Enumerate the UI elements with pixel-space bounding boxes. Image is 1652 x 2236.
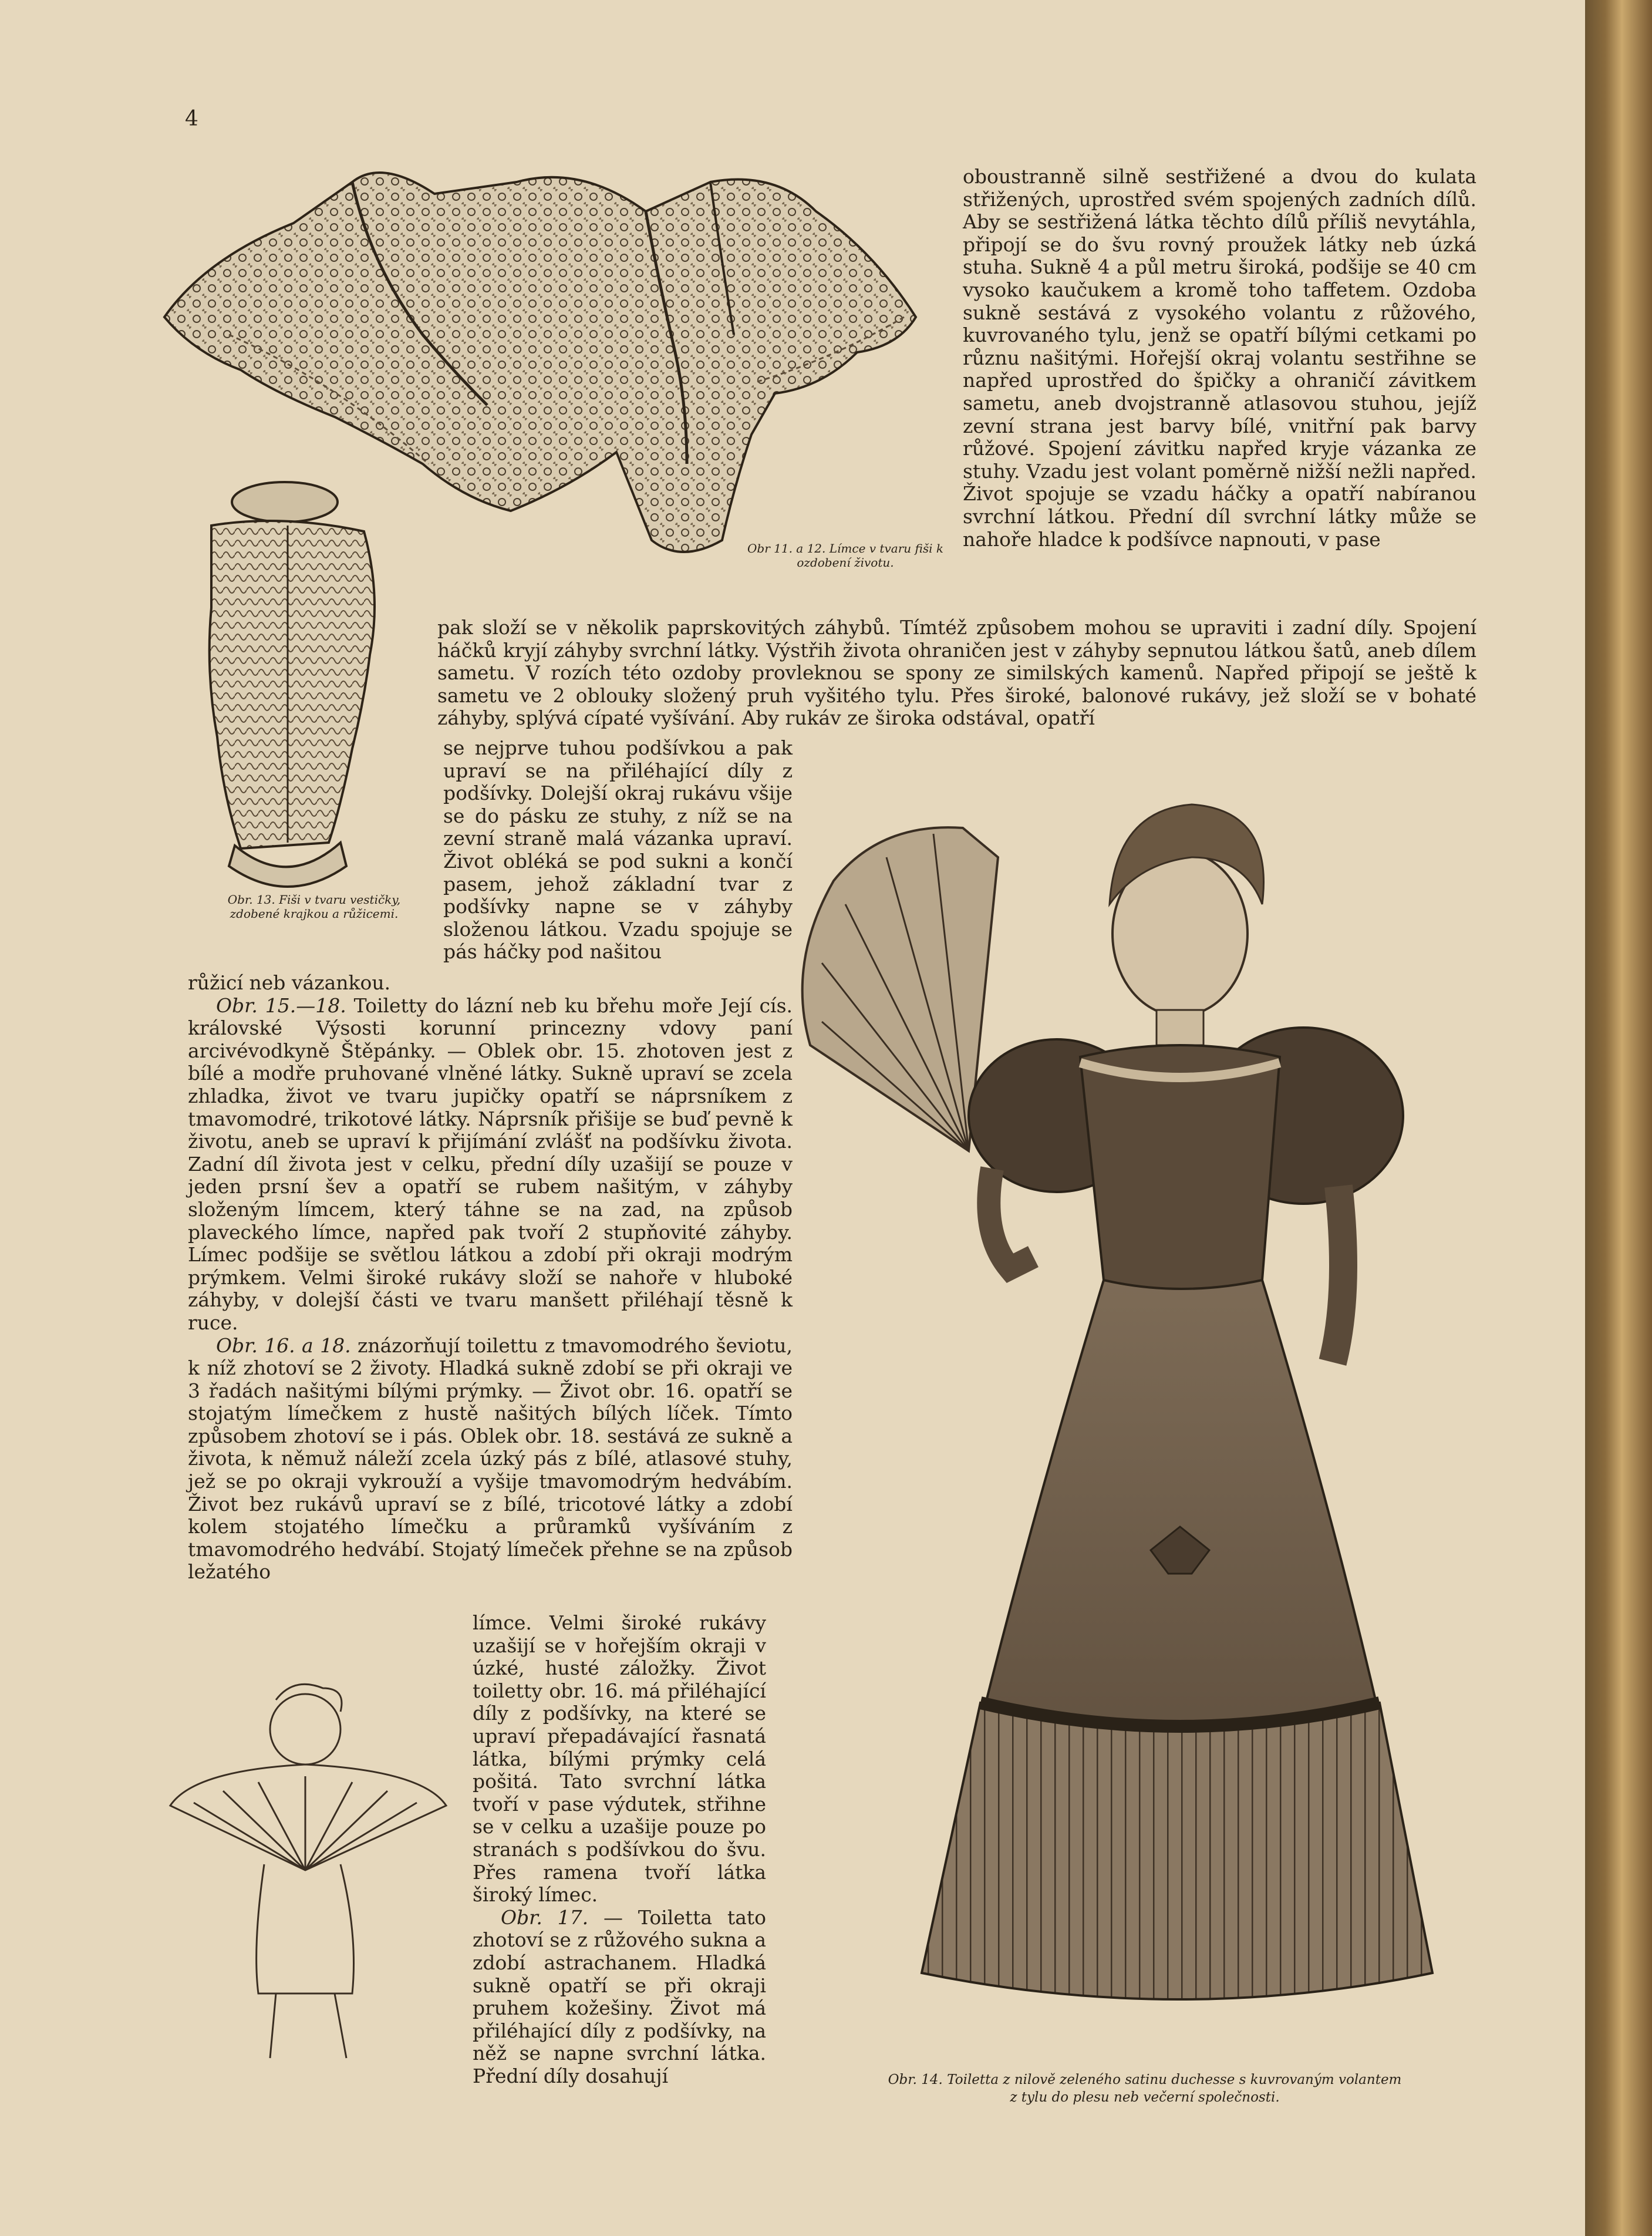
paragraph-wide: pak složí se v několik paprskovitých záhybů. Tímtéž způsobem mohou se upraviti i zadní díly. Spojení háčků kryjí záhyby svrchní látky. Výstřih života ohraničen jest v záhyby sepnutou látkou šatů, aneb dílem sametu. V rozích této ozdoby provleknou se spony ze similských kamenů. Napřed připojí se ještě k sametu ve 2 oblouky složený pruh vyšitého tylu. Přes široké, balonové rukávy, jež složí se v bohaté záhyby, splývá cípaté vyšívání. Aby rukáv ze široka odstával, opatří [437,616,1476,730]
paragraph-narrow: se nejprve tuhou podšívkou a pak upraví se na přiléhající díly z podšívky. Dolejší okraj rukávu všije se do pásku ze stuhy, z níž se na zevní straně malá vázanka upraví. Život obléká se pod sukni a končí pasem, jehož základní tvar z podšívky napne se v záhyby složenou látkou. Vzadu spojuje se pás háčky pod našitou [443,736,793,964]
text-obr-15: Toiletty do lázní neb ku břehu moře Její cís. královské Výsosti korunní princezny vdovy paní arcivévodkyně Štěpánky. — Oblek obr. 15. zhotoven jest z bílé a modře pruhované vlněné látky. Sukně upraví se zcela zhladka, život ve tvaru jupičky opatří se náprsníkem z tmavomodré, trikotové látky. Náprsník přišije se buď pevně k životu, aneb se upraví k přijímání zvlášť na podšívku života. Zadní díl života jest v celku, přední díly uzašijí se pouze v jeden prsní šev a opatří se rubem našitým, v záhyby složeným límcem, který táhne se na zad, na způsob plaveckého límce, napřed pak tvoří 2 stupňovité záhyby. Límec podšije se světlou látkou a zdobí při okraji modrým prýmkem. Velmi široké rukávy složí se nahoře v hluboké záhyby, v dolejší části ve tvaru manšett přiléhají těsně k ruce. [188,994,793,1334]
label-obr-15: Obr. 15.—18. [216,994,346,1017]
paragraph-obr-16 [188,1335,793,1584]
caption-figure-13: Obr. 13. Fiši v tvaru vestičky, zdobené krajkou a růžicemi. [227,893,401,921]
text-right-column-top [963,166,1476,551]
label-obr-17: Obr. 17. [501,1905,589,1929]
paragraph-right-top: oboustranně silně sestřižené a dvou do kulata střižených, uprostřed svém spojených zadních dílů. Aby se sestřižená látka těchto dílů příliš nevytáhla, připojí se do švu rovný proužek látky neb úzká stuha. Sukně 4 a půl metru široká, podšije se 40 cm vysoko kaučukem a kromě toho taffetem. Ozdoba sukně sestává z vysokého volantu z růžového, kuvrovaného tylu, jenž se opatří bílými cetkami po různu našitými. Hořejší okraj volantu sestřihne se napřed uprostřed do špičky a ohraničí závitkem sametu, aneb dvojstranně atlasovou stuhou, jejíž zevní strana jest barvy bílé, vnitřní pak barvy růžové. Spojení závitku napřed kryje vázanka ze stuhy. Vzadu jest volant poměrně nižší nežli napřed. Život spojuje se vzadu háčky a opatří nabíranou svrchní látkou. Přední díl svrchní látky může se nahoře hladce k podšívce napnouti, v pase [963,165,1476,551]
text-narrow-paragraph [443,737,793,964]
text-main-column [188,972,793,1584]
caption-figure-11-12: Obr 11. a 12. Límce v tvaru fiši k ozdobení životu. [747,541,943,570]
book-gutter [1585,0,1652,2236]
caption-figure-14-line1: Obr. 14. Toiletta z nilově zeleného satinu duchesse s kuvrovaným volantem [888,2072,1402,2087]
text-wide-paragraph [437,617,1476,730]
label-obr-16: Obr. 16. a 18. [216,1333,351,1357]
page-number: 4 [185,107,198,131]
text-obr-16: znázorňují toilettu z tmavomodrého ševiotu, k níž zhotoví se 2 životy. Hladká sukně zdobí se při okraji ve 3 řadách našitými bílými prýmky. — Život obr. 16. opatří se stojatým límečkem z hustě našitých bílých líček. Tímto způsobem zhotoví se i pás. Oblek obr. 18. sestává ze sukně a života, k němuž náleží zcela úzký pás z bílé, atlasové stuhy, jež se po okraji vykrouží a vyšije tmavomodrým hedvábím. Život bez rukávů upraví se z bílé, tricotové látky a zdobí kolem stojatého límečku a průramků vyšíváním z tmavomodrého hedvábí. Stojatý límeček přehne se na způsob ležatého [188,1333,793,1584]
paragraph-intro: růžicí neb vázankou. [188,971,391,994]
caption-figure-14-line2: z tylu do plesu neb večerní společnosti. [1010,2090,1280,2105]
text-obr-17: — Toiletta tato zhotoví se z růžového sukna a zdobí astrachanem. Hladká sukně opatří se při okraji pruhem kožešiny. Život má přiléhající díly z podšívky, na něž se napne svrchní látka. Přední díly dosahují [473,1905,766,2087]
text-lower-column [473,1612,766,2087]
child-with-fan-illustration [159,1676,464,2076]
vest-fichu-illustration [188,479,399,907]
paragraph-obr-15 [188,995,793,1335]
evening-toilette-illustration [787,787,1474,2038]
paragraph-lower: límce. Velmi široké rukávy uzašijí se v hořejším okraji v úzké, husté záložky. Život toiletty obr. 16. má přiléhající díly z podšívky, na které se upraví přepadávající řasnatá látka, bílými prýmky celá pošitá. Tato svrchní látka tvoří v pase výdutek, střihne se v celku a uzašije pouze po stranách s podšívkou do švu. Přes ramena tvoří látka široký límec. [473,1611,766,1907]
paragraph-obr-17 [473,1907,766,2088]
